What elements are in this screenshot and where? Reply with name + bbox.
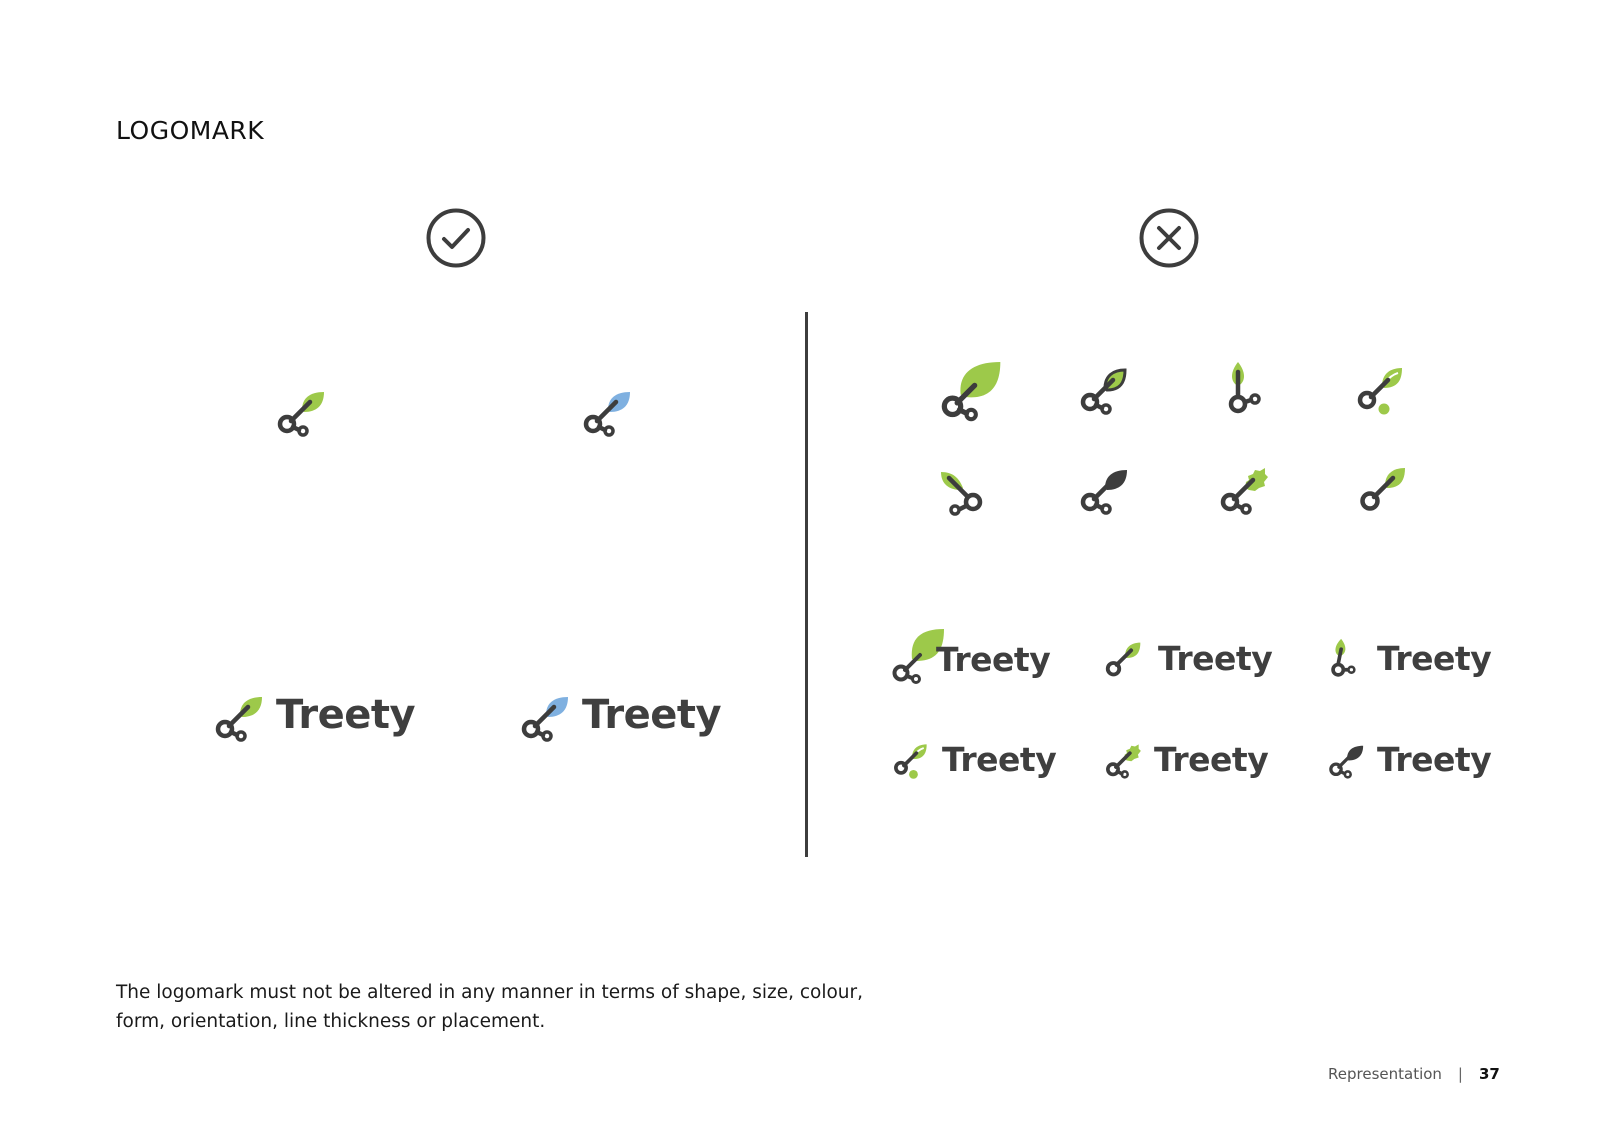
wordmark-text: Treety [1158,638,1273,678]
logomark-icon [1102,733,1146,785]
incorrect-logomark-rotated-vertical [1218,358,1278,418]
incorrect-wordmark-outlined-leaf-green-node [890,733,1056,785]
incorrect-logomark-dark-leaf [1075,458,1135,518]
incorrect-logomark-mirrored [935,460,995,520]
page-title: LOGOMARK [116,116,265,145]
logomark-icon [890,733,934,785]
footer-separator: | [1457,1065,1463,1083]
wordmark-text: Treety [942,739,1057,779]
logomark-icon [516,685,576,745]
logomark-icon [1325,632,1369,684]
incorrect-logomark-green-node [1352,358,1412,418]
wordmark-text: Treety [1377,739,1492,779]
incorrect-wordmark-missing-node [1102,632,1272,684]
logomark-icon [210,685,270,745]
page-number: 37 [1478,1065,1500,1083]
page-footer [1328,1065,1500,1083]
wordmark-text: Treety [1154,739,1269,779]
incorrect-logomark-outlined-leaf [1075,358,1135,418]
incorrect-logomark-jagged-leaf [1215,458,1275,518]
wordmark-text: Treety [936,639,1051,679]
correct-wordmark-blue [516,685,721,745]
correct-logomark-green [272,380,332,440]
x-circle-icon [1138,207,1200,269]
check-circle-icon [425,207,487,269]
section-divider [805,312,808,857]
incorrect-wordmark-rotated-vertical [1325,632,1491,684]
wordmark-text: Treety [276,692,416,738]
wordmark-text: Treety [1377,638,1492,678]
usage-description: The logomark must not be altered in any manner in terms of shape, size, colour, form, orientation, line thickness or placement. [116,982,863,1032]
incorrect-wordmark-oversized-leaf [890,625,1050,687]
correct-wordmark-green [210,685,415,745]
incorrect-wordmark-jagged-leaf [1102,733,1268,785]
incorrect-logomark-oversized-leaf [935,355,995,415]
incorrect-logomark-missing-node [1355,458,1415,518]
incorrect-wordmark-dark-leaf [1325,733,1491,785]
footer-section: Representation [1328,1065,1442,1083]
logomark-icon [1102,632,1148,684]
logomark-icon [1325,733,1369,785]
correct-logomark-blue [578,380,638,440]
wordmark-text: Treety [582,692,722,738]
